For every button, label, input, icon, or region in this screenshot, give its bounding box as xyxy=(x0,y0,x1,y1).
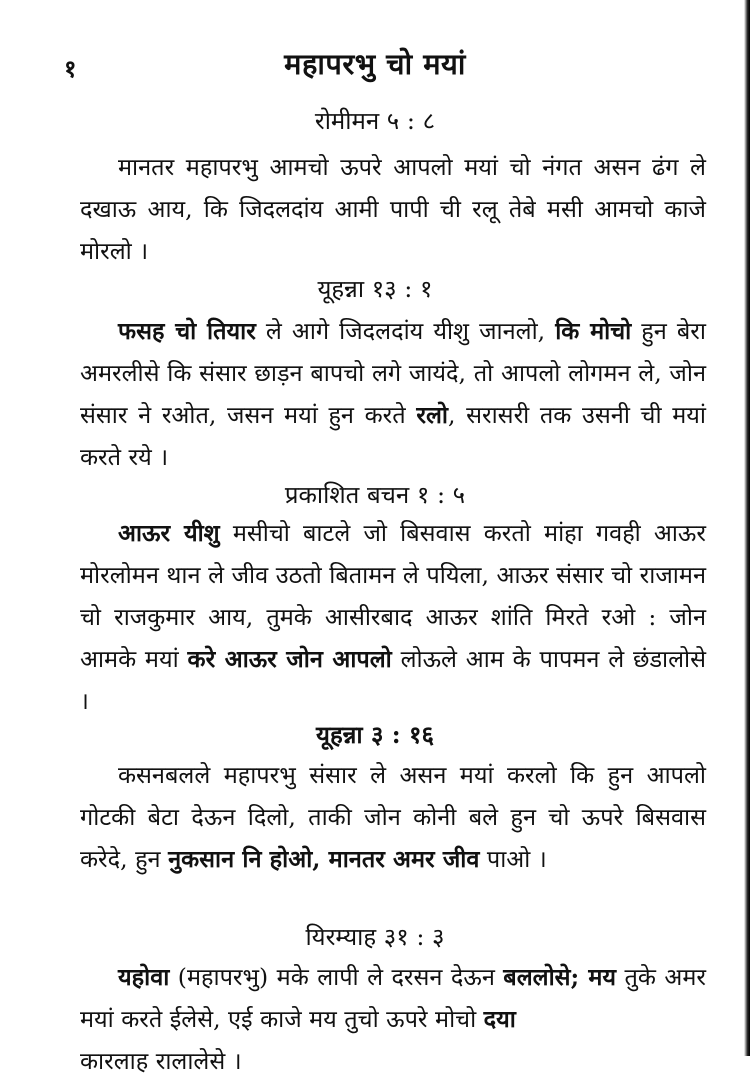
bold-text-run: फसह चो तियार xyxy=(118,317,256,345)
verse-paragraph xyxy=(80,310,706,478)
verse-reference: प्रकाशित बचन १ : ५ xyxy=(284,481,466,509)
bold-text-run: नुकसान नि होओ, मानतर अमर जीव xyxy=(168,845,480,873)
cutoff-text-line: कारलाह रालालेसे । xyxy=(80,1047,242,1075)
page-number: १ xyxy=(64,54,77,83)
verse-paragraph xyxy=(80,146,706,272)
verse-reference: यूहन्ना १३ : १ xyxy=(317,275,433,303)
text-run: मानतर महापरभु आमचो ऊपरे आपलो मयां चो नंगत असन ढंग ले दखाऊ आय, कि जिदलदांय आमी पापी ची रलू तेबे मसी आमचो काजे मोरलो । xyxy=(80,153,706,265)
text-run: (महापरभु) मके लापी ले दरसन देऊन xyxy=(169,963,504,991)
text-run: हुन बेरा अमरलीसे कि संसार छाड़न बापचो लगे जायंदे, तो आपलो लोगमन ले, जोन संसार ने रओत, जसन मयां हुन करते xyxy=(80,317,706,429)
bold-text-run: करे आऊर जोन आपलो xyxy=(187,645,392,673)
text-run: मसीचो बाटले जो बिसवास करतो मांहा गवही आऊर मोरलोमन थान ले जीव उठतो बितामन ले पयिला, आऊर संसार चो राजामन चो राजकुमार आय, तुमके आसीरबाद आऊर शांति मिरते रओ : जोन आमके मयां xyxy=(80,519,706,673)
text-run: पाओ । xyxy=(479,845,547,873)
text-run: तुके अमर मयां करते ईलेसे, एई काजे मय तुचो ऊपरे मोचो xyxy=(80,963,706,1033)
verse-reference: रोमीमन ५ : ८ xyxy=(314,107,436,135)
verse-paragraph xyxy=(80,956,706,1040)
bold-text-run: बललोसे; मय xyxy=(503,963,617,991)
text-run: लोऊले आम के पापमन ले छंडालोसे । xyxy=(80,645,707,715)
bold-text-run: यहोवा xyxy=(118,963,170,991)
text-run: कसनबलले महापरभु संसार ले असन मयां करलो कि हुन आपलो गोटकी बेटा देऊन दिलो, ताकी जोन कोनी बले हुन चो ऊपरे बिसवास करेदे, हुन xyxy=(80,761,706,873)
bold-text-run: दया xyxy=(483,1005,516,1033)
verse-paragraph xyxy=(80,754,706,880)
verse-reference: यिरम्याह ३१ : ३ xyxy=(305,923,445,951)
text-run: , सरासरी तक उसनी ची मयां करते रये । xyxy=(80,401,706,471)
page-edge-shadow xyxy=(744,0,750,1056)
bold-text-run: कि मोचो xyxy=(555,317,632,345)
text-run: ले आगे जिदलदांय यीशु जानलो, xyxy=(255,317,556,345)
bold-text-run: आऊर यीशु xyxy=(118,519,220,547)
verse-paragraph xyxy=(80,512,706,722)
page-title: महापरभु चो मयां xyxy=(284,47,466,81)
verse-reference: यूहन्ना ३ : १६ xyxy=(316,720,434,749)
bold-text-run: रलो xyxy=(416,401,448,429)
